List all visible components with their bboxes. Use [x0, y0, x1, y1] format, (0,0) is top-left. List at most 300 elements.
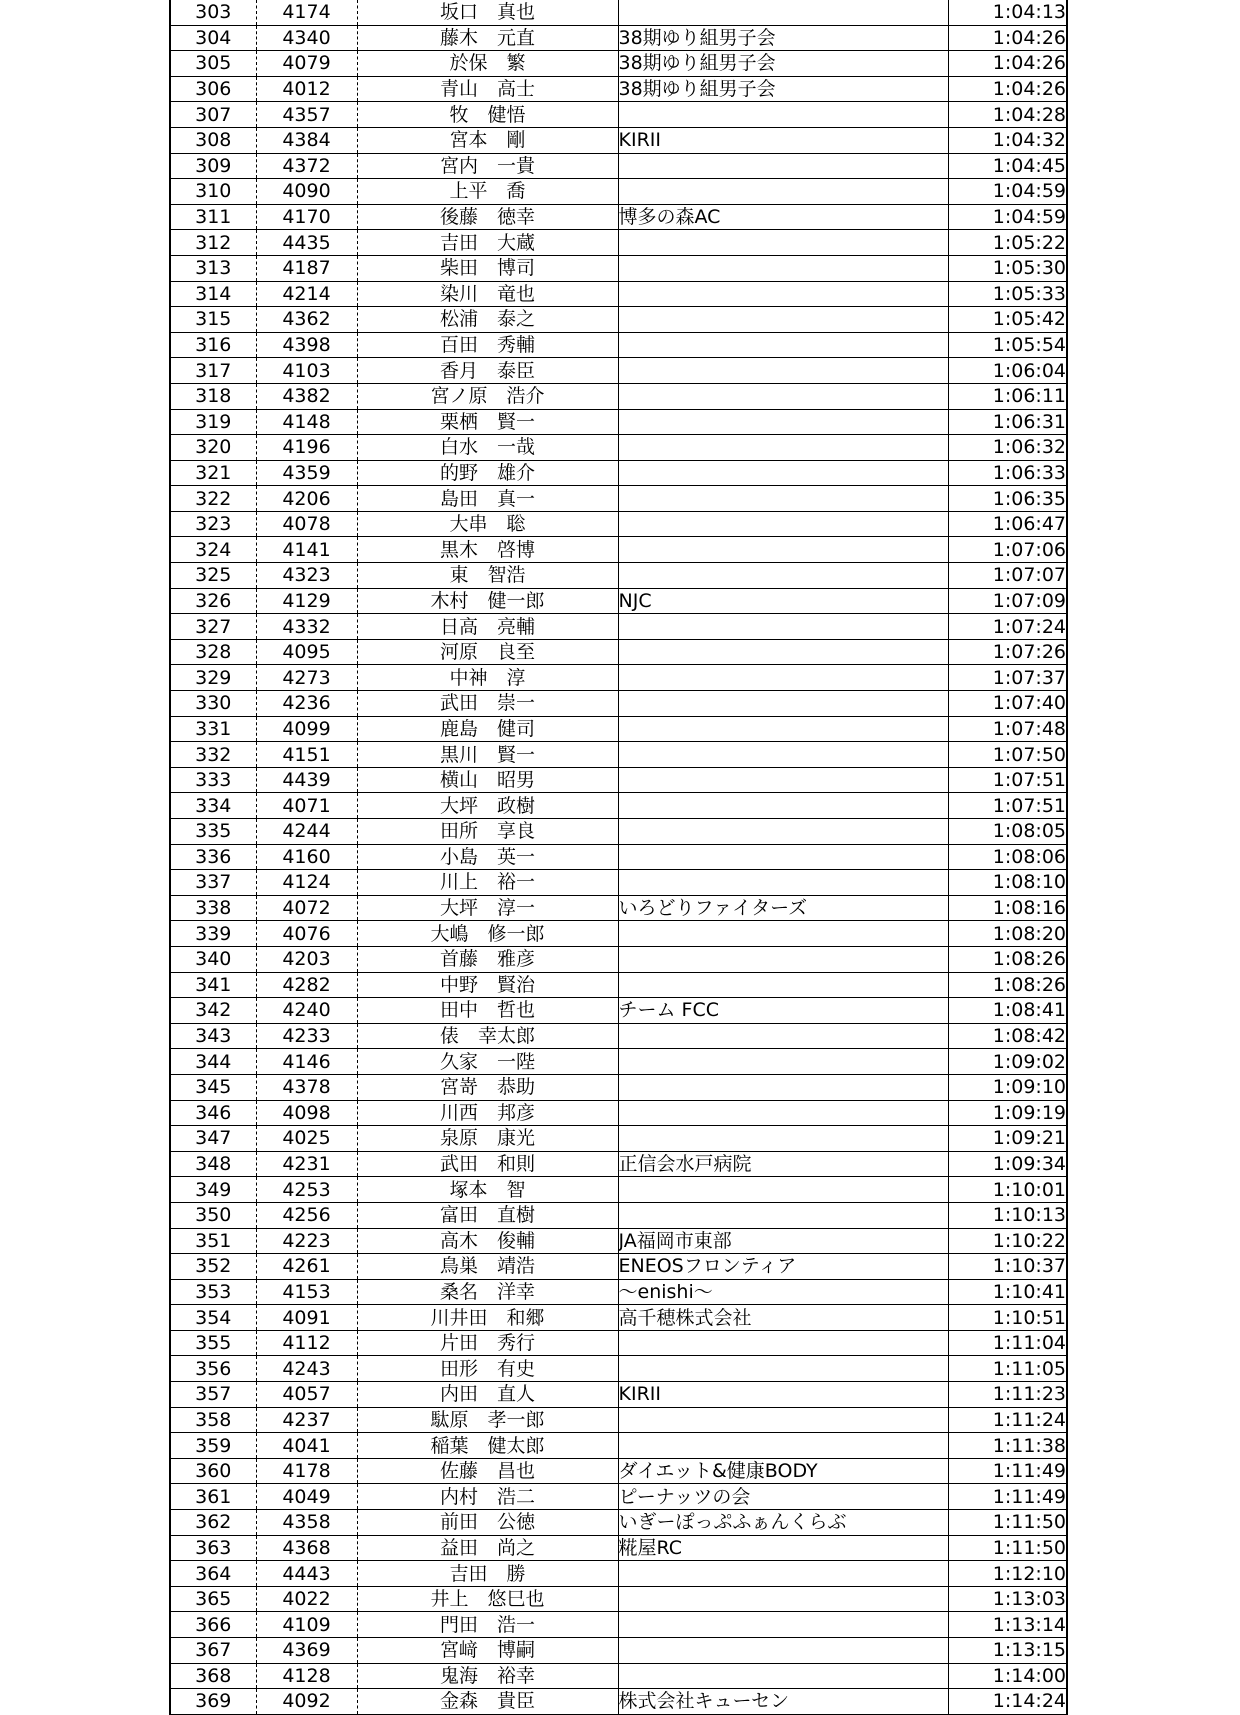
finish-time-cell: 1:09:34	[948, 1151, 1067, 1177]
bib-number-cell: 4128	[256, 1663, 357, 1689]
rank-cell: 345	[170, 1074, 256, 1100]
finish-time-cell: 1:11:49	[948, 1458, 1067, 1484]
table-row	[170, 563, 1067, 589]
rank-cell: 366	[170, 1612, 256, 1638]
finish-time-cell: 1:04:26	[948, 51, 1067, 77]
team-name-cell	[618, 767, 948, 793]
bib-number-cell: 4362	[256, 307, 357, 333]
finish-time-cell: 1:10:22	[948, 1228, 1067, 1254]
finish-time-cell: 1:11:04	[948, 1330, 1067, 1356]
team-name-cell: NJC	[618, 588, 948, 614]
results-table	[169, 0, 1068, 1715]
bib-number-cell: 4435	[256, 230, 357, 256]
table-row	[170, 409, 1067, 435]
runner-name-cell: 益田 尚之	[357, 1535, 618, 1561]
finish-time-cell: 1:10:51	[948, 1305, 1067, 1331]
table-row	[170, 716, 1067, 742]
team-name-cell	[618, 793, 948, 819]
bib-number-cell: 4098	[256, 1100, 357, 1126]
table-row	[170, 51, 1067, 77]
table-row	[170, 511, 1067, 537]
team-name-cell	[618, 332, 948, 358]
finish-time-cell: 1:07:37	[948, 665, 1067, 691]
team-name-cell	[618, 1202, 948, 1228]
finish-time-cell: 1:09:19	[948, 1100, 1067, 1126]
team-name-cell	[618, 742, 948, 768]
team-name-cell	[618, 819, 948, 845]
finish-time-cell: 1:06:47	[948, 511, 1067, 537]
runner-name-cell: 泉原 康光	[357, 1126, 618, 1152]
rank-cell: 312	[170, 230, 256, 256]
bib-number-cell: 4090	[256, 179, 357, 205]
team-name-cell	[618, 460, 948, 486]
finish-time-cell: 1:11:50	[948, 1535, 1067, 1561]
runner-name-cell: 横山 昭男	[357, 767, 618, 793]
table-row	[170, 127, 1067, 153]
runner-name-cell: 東 智浩	[357, 563, 618, 589]
runner-name-cell: 白水 一哉	[357, 435, 618, 461]
table-row	[170, 1612, 1067, 1638]
team-name-cell	[618, 1433, 948, 1459]
bib-number-cell: 4382	[256, 383, 357, 409]
finish-time-cell: 1:07:40	[948, 691, 1067, 717]
bib-number-cell: 4223	[256, 1228, 357, 1254]
table-row	[170, 255, 1067, 281]
rank-cell: 337	[170, 870, 256, 896]
finish-time-cell: 1:12:10	[948, 1561, 1067, 1587]
bib-number-cell: 4196	[256, 435, 357, 461]
finish-time-cell: 1:13:15	[948, 1638, 1067, 1664]
finish-time-cell: 1:08:42	[948, 1023, 1067, 1049]
bib-number-cell: 4237	[256, 1407, 357, 1433]
table-row	[170, 76, 1067, 102]
rank-cell: 347	[170, 1126, 256, 1152]
table-row	[170, 204, 1067, 230]
team-name-cell	[618, 972, 948, 998]
bib-number-cell: 4243	[256, 1356, 357, 1382]
rank-cell: 331	[170, 716, 256, 742]
table-row	[170, 819, 1067, 845]
rank-cell: 360	[170, 1458, 256, 1484]
bib-number-cell: 4240	[256, 998, 357, 1024]
team-name-cell	[618, 946, 948, 972]
team-name-cell	[618, 614, 948, 640]
rank-cell: 319	[170, 409, 256, 435]
team-name-cell	[618, 435, 948, 461]
bib-number-cell: 4174	[256, 0, 357, 25]
finish-time-cell: 1:11:49	[948, 1484, 1067, 1510]
finish-time-cell: 1:10:01	[948, 1177, 1067, 1203]
runner-name-cell: 宮嵜 恭助	[357, 1074, 618, 1100]
runner-name-cell: 田中 哲也	[357, 998, 618, 1024]
bib-number-cell: 4439	[256, 767, 357, 793]
team-name-cell: 正信会水戸病院	[618, 1151, 948, 1177]
finish-time-cell: 1:11:38	[948, 1433, 1067, 1459]
team-name-cell	[618, 1356, 948, 1382]
rank-cell: 327	[170, 614, 256, 640]
team-name-cell	[618, 716, 948, 742]
rank-cell: 334	[170, 793, 256, 819]
runner-name-cell: 内田 直人	[357, 1382, 618, 1408]
table-row	[170, 332, 1067, 358]
table-row	[170, 639, 1067, 665]
table-row	[170, 307, 1067, 333]
finish-time-cell: 1:07:26	[948, 639, 1067, 665]
rank-cell: 354	[170, 1305, 256, 1331]
table-row	[170, 767, 1067, 793]
rank-cell: 355	[170, 1330, 256, 1356]
bib-number-cell: 4124	[256, 870, 357, 896]
team-name-cell	[618, 1074, 948, 1100]
rank-cell: 359	[170, 1433, 256, 1459]
finish-time-cell: 1:05:54	[948, 332, 1067, 358]
table-row	[170, 1279, 1067, 1305]
team-name-cell	[618, 230, 948, 256]
team-name-cell: 〜enishi〜	[618, 1279, 948, 1305]
rank-cell: 368	[170, 1663, 256, 1689]
table-row	[170, 153, 1067, 179]
team-name-cell: KIRII	[618, 127, 948, 153]
runner-name-cell: 佐藤 昌也	[357, 1458, 618, 1484]
table-row	[170, 102, 1067, 128]
runner-name-cell: 宮﨑 博嗣	[357, 1638, 618, 1664]
finish-time-cell: 1:11:05	[948, 1356, 1067, 1382]
table-row	[170, 25, 1067, 51]
table-row	[170, 1382, 1067, 1408]
bib-number-cell: 4148	[256, 409, 357, 435]
bib-number-cell: 4203	[256, 946, 357, 972]
finish-time-cell: 1:10:13	[948, 1202, 1067, 1228]
finish-time-cell: 1:13:03	[948, 1586, 1067, 1612]
rank-cell: 316	[170, 332, 256, 358]
rank-cell: 320	[170, 435, 256, 461]
bib-number-cell: 4357	[256, 102, 357, 128]
rank-cell: 306	[170, 76, 256, 102]
table-row	[170, 1202, 1067, 1228]
team-name-cell: ダイエット&健康BODY	[618, 1458, 948, 1484]
table-row	[170, 742, 1067, 768]
table-row	[170, 1561, 1067, 1587]
runner-name-cell: 武田 崇一	[357, 691, 618, 717]
table-row	[170, 665, 1067, 691]
finish-time-cell: 1:07:51	[948, 793, 1067, 819]
runner-name-cell: 田形 有史	[357, 1356, 618, 1382]
table-row	[170, 1126, 1067, 1152]
runner-name-cell: 大嶋 修一郎	[357, 921, 618, 947]
runner-name-cell: 川上 裕一	[357, 870, 618, 896]
rank-cell: 329	[170, 665, 256, 691]
rank-cell: 350	[170, 1202, 256, 1228]
runner-name-cell: 中野 賢治	[357, 972, 618, 998]
rank-cell: 367	[170, 1638, 256, 1664]
table-row	[170, 614, 1067, 640]
finish-time-cell: 1:07:51	[948, 767, 1067, 793]
table-row	[170, 1151, 1067, 1177]
runner-name-cell: 小島 英一	[357, 844, 618, 870]
bib-number-cell: 4178	[256, 1458, 357, 1484]
table-row	[170, 1100, 1067, 1126]
finish-time-cell: 1:10:37	[948, 1254, 1067, 1280]
team-name-cell	[618, 281, 948, 307]
runner-name-cell: 栗栖 賢一	[357, 409, 618, 435]
finish-time-cell: 1:05:42	[948, 307, 1067, 333]
table-row	[170, 946, 1067, 972]
rank-cell: 349	[170, 1177, 256, 1203]
team-name-cell: 高千穂株式会社	[618, 1305, 948, 1331]
bib-number-cell: 4160	[256, 844, 357, 870]
finish-time-cell: 1:08:05	[948, 819, 1067, 845]
runner-name-cell: 後藤 徳幸	[357, 204, 618, 230]
team-name-cell	[618, 511, 948, 537]
team-name-cell	[618, 665, 948, 691]
rank-cell: 353	[170, 1279, 256, 1305]
rank-cell: 340	[170, 946, 256, 972]
table-row	[170, 1510, 1067, 1536]
runner-name-cell: 宮本 剛	[357, 127, 618, 153]
rank-cell: 338	[170, 895, 256, 921]
bib-number-cell: 4170	[256, 204, 357, 230]
table-row	[170, 358, 1067, 384]
table-row	[170, 998, 1067, 1024]
team-name-cell	[618, 307, 948, 333]
team-name-cell	[618, 921, 948, 947]
team-name-cell	[618, 563, 948, 589]
finish-time-cell: 1:10:41	[948, 1279, 1067, 1305]
bib-number-cell: 4206	[256, 486, 357, 512]
bib-number-cell: 4012	[256, 76, 357, 102]
runner-name-cell: 井上 悠巳也	[357, 1586, 618, 1612]
finish-time-cell: 1:04:26	[948, 25, 1067, 51]
table-row	[170, 179, 1067, 205]
team-name-cell	[618, 153, 948, 179]
finish-time-cell: 1:04:59	[948, 179, 1067, 205]
runner-name-cell: 前田 公徳	[357, 1510, 618, 1536]
rank-cell: 305	[170, 51, 256, 77]
runner-name-cell: 日高 亮輔	[357, 614, 618, 640]
table-row	[170, 895, 1067, 921]
bib-number-cell: 4112	[256, 1330, 357, 1356]
team-name-cell	[618, 1407, 948, 1433]
rank-cell: 322	[170, 486, 256, 512]
bib-number-cell: 4129	[256, 588, 357, 614]
finish-time-cell: 1:05:33	[948, 281, 1067, 307]
rank-cell: 309	[170, 153, 256, 179]
finish-time-cell: 1:09:10	[948, 1074, 1067, 1100]
table-row	[170, 1254, 1067, 1280]
rank-cell: 351	[170, 1228, 256, 1254]
bib-number-cell: 4358	[256, 1510, 357, 1536]
team-name-cell	[618, 1100, 948, 1126]
team-name-cell: 38期ゆり組男子会	[618, 51, 948, 77]
finish-time-cell: 1:07:07	[948, 563, 1067, 589]
runner-name-cell: 百田 秀輔	[357, 332, 618, 358]
team-name-cell: チーム FCC	[618, 998, 948, 1024]
rank-cell: 310	[170, 179, 256, 205]
finish-time-cell: 1:09:02	[948, 1049, 1067, 1075]
table-row	[170, 1228, 1067, 1254]
rank-cell: 325	[170, 563, 256, 589]
team-name-cell	[618, 1177, 948, 1203]
runner-name-cell: 塚本 智	[357, 1177, 618, 1203]
runner-name-cell: 香月 泰臣	[357, 358, 618, 384]
runner-name-cell: 吉田 勝	[357, 1561, 618, 1587]
results-table-body	[170, 0, 1067, 1714]
runner-name-cell: 俵 幸太郎	[357, 1023, 618, 1049]
bib-number-cell: 4141	[256, 537, 357, 563]
rank-cell: 335	[170, 819, 256, 845]
finish-time-cell: 1:08:16	[948, 895, 1067, 921]
table-row	[170, 1305, 1067, 1331]
team-name-cell	[618, 102, 948, 128]
team-name-cell	[618, 409, 948, 435]
bib-number-cell: 4443	[256, 1561, 357, 1587]
bib-number-cell: 4057	[256, 1382, 357, 1408]
table-row	[170, 844, 1067, 870]
runner-name-cell: 河原 良至	[357, 639, 618, 665]
table-row	[170, 1458, 1067, 1484]
results-sheet	[169, 0, 1066, 1715]
bib-number-cell: 4103	[256, 358, 357, 384]
team-name-cell	[618, 358, 948, 384]
finish-time-cell: 1:11:23	[948, 1382, 1067, 1408]
bib-number-cell: 4261	[256, 1254, 357, 1280]
team-name-cell	[618, 691, 948, 717]
team-name-cell: 38期ゆり組男子会	[618, 25, 948, 51]
bib-number-cell: 4022	[256, 1586, 357, 1612]
bib-number-cell: 4323	[256, 563, 357, 589]
finish-time-cell: 1:07:50	[948, 742, 1067, 768]
runner-name-cell: 柴田 博司	[357, 255, 618, 281]
finish-time-cell: 1:11:50	[948, 1510, 1067, 1536]
finish-time-cell: 1:06:04	[948, 358, 1067, 384]
bib-number-cell: 4072	[256, 895, 357, 921]
table-row	[170, 0, 1067, 25]
table-row	[170, 1689, 1067, 1715]
table-row	[170, 1663, 1067, 1689]
runner-name-cell: 島田 真一	[357, 486, 618, 512]
runner-name-cell: 宮内 一貴	[357, 153, 618, 179]
bib-number-cell: 4049	[256, 1484, 357, 1510]
runner-name-cell: 藤木 元直	[357, 25, 618, 51]
team-name-cell	[618, 383, 948, 409]
team-name-cell: 糀屋RC	[618, 1535, 948, 1561]
bib-number-cell: 4236	[256, 691, 357, 717]
rank-cell: 332	[170, 742, 256, 768]
bib-number-cell: 4253	[256, 1177, 357, 1203]
rank-cell: 348	[170, 1151, 256, 1177]
bib-number-cell: 4273	[256, 665, 357, 691]
team-name-cell	[618, 639, 948, 665]
finish-time-cell: 1:07:09	[948, 588, 1067, 614]
finish-time-cell: 1:05:30	[948, 255, 1067, 281]
team-name-cell	[618, 1586, 948, 1612]
runner-name-cell: 大串 聡	[357, 511, 618, 537]
runner-name-cell: 武田 和則	[357, 1151, 618, 1177]
rank-cell: 330	[170, 691, 256, 717]
runner-name-cell: 川西 邦彦	[357, 1100, 618, 1126]
rank-cell: 304	[170, 25, 256, 51]
rank-cell: 361	[170, 1484, 256, 1510]
team-name-cell	[618, 1561, 948, 1587]
finish-time-cell: 1:11:24	[948, 1407, 1067, 1433]
runner-name-cell: 片田 秀行	[357, 1330, 618, 1356]
runner-name-cell: 田所 享良	[357, 819, 618, 845]
team-name-cell: JA福岡市東部	[618, 1228, 948, 1254]
bib-number-cell: 4368	[256, 1535, 357, 1561]
bib-number-cell: 4079	[256, 51, 357, 77]
table-row	[170, 1177, 1067, 1203]
bib-number-cell: 4398	[256, 332, 357, 358]
bib-number-cell: 4071	[256, 793, 357, 819]
runner-name-cell: 富田 直樹	[357, 1202, 618, 1228]
runner-name-cell: 坂口 真也	[357, 0, 618, 25]
team-name-cell	[618, 1612, 948, 1638]
bib-number-cell: 4041	[256, 1433, 357, 1459]
team-name-cell	[618, 844, 948, 870]
team-name-cell: いろどりファイターズ	[618, 895, 948, 921]
bib-number-cell: 4282	[256, 972, 357, 998]
rank-cell: 307	[170, 102, 256, 128]
rank-cell: 311	[170, 204, 256, 230]
table-row	[170, 972, 1067, 998]
runner-name-cell: 於保 繁	[357, 51, 618, 77]
runner-name-cell: 鹿島 健司	[357, 716, 618, 742]
finish-time-cell: 1:04:26	[948, 76, 1067, 102]
bib-number-cell: 4256	[256, 1202, 357, 1228]
runner-name-cell: 中神 淳	[357, 665, 618, 691]
runner-name-cell: 青山 高士	[357, 76, 618, 102]
runner-name-cell: 黒木 啓博	[357, 537, 618, 563]
finish-time-cell: 1:14:24	[948, 1689, 1067, 1715]
bib-number-cell: 4095	[256, 639, 357, 665]
team-name-cell: KIRII	[618, 1382, 948, 1408]
team-name-cell	[618, 1663, 948, 1689]
bib-number-cell: 4153	[256, 1279, 357, 1305]
finish-time-cell: 1:04:32	[948, 127, 1067, 153]
rank-cell: 308	[170, 127, 256, 153]
finish-time-cell: 1:04:59	[948, 204, 1067, 230]
finish-time-cell: 1:04:28	[948, 102, 1067, 128]
bib-number-cell: 4151	[256, 742, 357, 768]
rank-cell: 324	[170, 537, 256, 563]
rank-cell: 356	[170, 1356, 256, 1382]
table-row	[170, 1484, 1067, 1510]
finish-time-cell: 1:06:31	[948, 409, 1067, 435]
bib-number-cell: 4233	[256, 1023, 357, 1049]
finish-time-cell: 1:14:00	[948, 1663, 1067, 1689]
bib-number-cell: 4369	[256, 1638, 357, 1664]
runner-name-cell: 久家 一陛	[357, 1049, 618, 1075]
table-row	[170, 793, 1067, 819]
table-row	[170, 460, 1067, 486]
runner-name-cell: 鳥巣 靖浩	[357, 1254, 618, 1280]
bib-number-cell: 4244	[256, 819, 357, 845]
rank-cell: 343	[170, 1023, 256, 1049]
rank-cell: 333	[170, 767, 256, 793]
rank-cell: 315	[170, 307, 256, 333]
finish-time-cell: 1:08:06	[948, 844, 1067, 870]
table-row	[170, 691, 1067, 717]
finish-time-cell: 1:09:21	[948, 1126, 1067, 1152]
runner-name-cell: 黒川 賢一	[357, 742, 618, 768]
rank-cell: 358	[170, 1407, 256, 1433]
table-row	[170, 281, 1067, 307]
rank-cell: 321	[170, 460, 256, 486]
team-name-cell: ピーナッツの会	[618, 1484, 948, 1510]
finish-time-cell: 1:07:24	[948, 614, 1067, 640]
bib-number-cell: 4359	[256, 460, 357, 486]
runner-name-cell: 大坪 淳一	[357, 895, 618, 921]
